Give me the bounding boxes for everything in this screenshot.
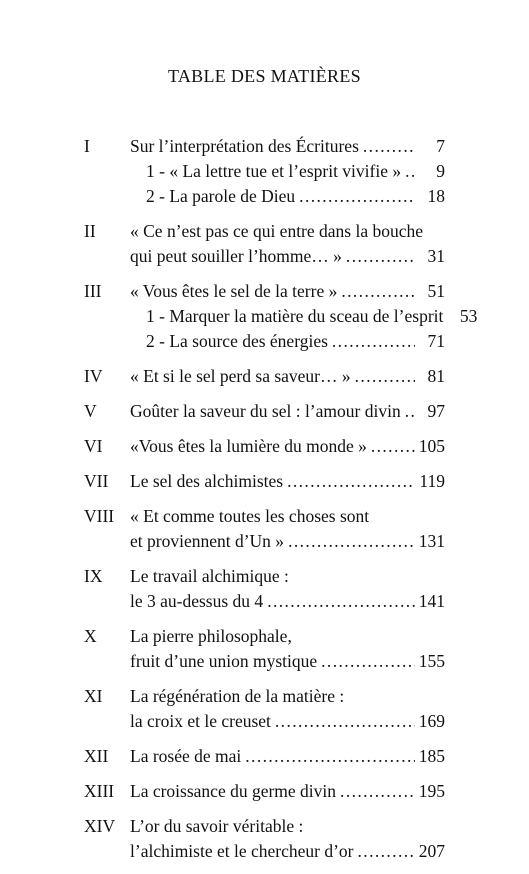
toc-chapter bbox=[0, 434, 529, 459]
toc-chapter bbox=[0, 219, 529, 269]
entry-title: « Et si le sel perd sa saveur… » bbox=[130, 366, 351, 386]
toc-entry-line bbox=[0, 684, 529, 709]
dot-leader bbox=[321, 649, 415, 674]
toc-entry-line bbox=[0, 219, 529, 244]
page-number: 81 bbox=[427, 366, 445, 386]
toc-entry bbox=[130, 504, 369, 529]
chapter-number: VI bbox=[84, 436, 103, 456]
entry-title: 1 - « La lettre tue et l’esprit vivifie » bbox=[146, 161, 402, 181]
chapter-number: XIV bbox=[84, 816, 116, 836]
toc-entry-line bbox=[0, 244, 529, 269]
chapter-number: V bbox=[84, 401, 97, 421]
toc-chapter bbox=[0, 134, 529, 209]
toc-entry bbox=[130, 279, 445, 304]
toc-entry bbox=[130, 364, 445, 389]
entry-title: Le travail alchimique : bbox=[130, 566, 289, 586]
entry-title: et proviennent d’Un » bbox=[130, 531, 285, 551]
dot-leader bbox=[245, 744, 414, 769]
page-number: 141 bbox=[418, 591, 445, 611]
page-number: 97 bbox=[427, 401, 445, 421]
toc-subsection-line bbox=[0, 304, 529, 329]
toc-entry-line bbox=[0, 399, 529, 424]
table-of-contents bbox=[0, 134, 529, 874]
dot-leader bbox=[405, 399, 415, 424]
toc-entry bbox=[130, 709, 445, 734]
toc-entry-line bbox=[0, 564, 529, 589]
page-number: 71 bbox=[427, 331, 445, 351]
entry-title: « Vous êtes le sel de la terre » bbox=[130, 281, 338, 301]
dot-leader bbox=[332, 329, 415, 354]
chapter-number: XIII bbox=[84, 781, 115, 801]
chapter-number: VII bbox=[84, 471, 109, 491]
entry-title: « Ce n’est pas ce qui entre dans la bouche bbox=[130, 221, 424, 241]
toc-entry-line bbox=[0, 779, 529, 804]
toc-entry-line bbox=[0, 839, 529, 864]
toc-entry bbox=[130, 244, 445, 269]
chapter-number: X bbox=[84, 626, 97, 646]
entry-title: le 3 au-dessus du 4 bbox=[130, 591, 264, 611]
dot-leader bbox=[346, 244, 415, 269]
toc-entry-line bbox=[0, 624, 529, 649]
dot-leader bbox=[371, 434, 415, 459]
toc-entry-line bbox=[0, 709, 529, 734]
toc-entry-line bbox=[0, 529, 529, 554]
toc-entry bbox=[130, 529, 445, 554]
entry-title: qui peut souiller l’homme… » bbox=[130, 246, 342, 266]
chapter-number: III bbox=[84, 281, 102, 301]
page-number: 31 bbox=[427, 246, 445, 266]
toc-chapter bbox=[0, 624, 529, 674]
toc-entry bbox=[130, 814, 303, 839]
chapter-number: I bbox=[84, 136, 90, 156]
toc-entry bbox=[130, 134, 445, 159]
toc-entry bbox=[130, 839, 445, 864]
chapter-number: XII bbox=[84, 746, 109, 766]
dot-leader bbox=[275, 709, 415, 734]
chapter-number: IX bbox=[84, 566, 103, 586]
page-number: 169 bbox=[418, 711, 445, 731]
chapter-number: IV bbox=[84, 366, 103, 386]
toc-entry bbox=[146, 159, 445, 184]
entry-title: La pierre philosophale, bbox=[130, 626, 292, 646]
entry-title: La régénération de la matière : bbox=[130, 686, 345, 706]
entry-title: « Et comme toutes les choses sont bbox=[130, 506, 370, 526]
entry-title: la croix et le creuset bbox=[130, 711, 271, 731]
toc-chapter bbox=[0, 469, 529, 494]
toc-entry bbox=[130, 589, 445, 614]
page-title: TABLE DES MATIÈRES bbox=[168, 66, 361, 86]
entry-title: Sur l’interprétation des Écritures bbox=[130, 136, 359, 156]
entry-title: L’or du savoir véritable : bbox=[130, 816, 304, 836]
toc-entry bbox=[146, 304, 478, 329]
chapter-number: II bbox=[84, 221, 96, 241]
toc-chapter bbox=[0, 364, 529, 389]
page-number: 53 bbox=[459, 306, 478, 326]
toc-entry bbox=[130, 779, 445, 804]
toc-chapter bbox=[0, 504, 529, 554]
toc-entry bbox=[146, 329, 445, 354]
page-number: 9 bbox=[436, 161, 445, 181]
toc-entry-line bbox=[0, 434, 529, 459]
toc-subsection-line bbox=[0, 329, 529, 354]
chapter-number: VIII bbox=[84, 506, 115, 526]
toc-entry bbox=[130, 564, 289, 589]
dot-leader bbox=[358, 839, 415, 864]
entry-title: La croissance du germe divin bbox=[130, 781, 337, 801]
toc-entry bbox=[130, 399, 445, 424]
toc-entry-line bbox=[0, 504, 529, 529]
toc-entry-line bbox=[0, 744, 529, 769]
toc-subsection-line bbox=[0, 184, 529, 209]
toc-entry bbox=[146, 184, 445, 209]
toc-entry bbox=[130, 624, 292, 649]
dot-leader bbox=[267, 589, 415, 614]
dot-leader bbox=[341, 279, 415, 304]
dot-leader bbox=[405, 159, 415, 184]
entry-title: La rosée de mai bbox=[130, 746, 242, 766]
dot-leader bbox=[355, 364, 415, 389]
toc-entry-line bbox=[0, 814, 529, 839]
dot-leader bbox=[363, 134, 415, 159]
page-number: 18 bbox=[427, 186, 445, 206]
page-number: 131 bbox=[418, 531, 445, 551]
toc-entry-line bbox=[0, 589, 529, 614]
entry-title: 1 - Marquer la matière du sceau de l’esprit bbox=[146, 306, 444, 326]
entry-title: «Vous êtes la lumière du monde » bbox=[130, 436, 367, 456]
entry-title: l’alchimiste et le chercheur d’or bbox=[130, 841, 354, 861]
toc-entry-line bbox=[0, 469, 529, 494]
toc-chapter bbox=[0, 684, 529, 734]
page-number: 105 bbox=[418, 436, 445, 456]
entry-title: 2 - La source des énergies bbox=[146, 331, 328, 351]
dot-leader bbox=[299, 184, 415, 209]
entry-title: fruit d’une union mystique bbox=[130, 651, 318, 671]
toc-entry bbox=[130, 744, 445, 769]
dot-leader bbox=[287, 469, 415, 494]
toc-entry-line bbox=[0, 364, 529, 389]
toc-entry bbox=[130, 469, 445, 494]
toc-subsection-line bbox=[0, 159, 529, 184]
toc-chapter bbox=[0, 564, 529, 614]
dot-leader bbox=[340, 779, 415, 804]
page-number: 195 bbox=[418, 781, 445, 801]
toc-chapter bbox=[0, 744, 529, 769]
entry-title: Goûter la saveur du sel : l’amour divin bbox=[130, 401, 401, 421]
entry-title: Le sel des alchimistes bbox=[130, 471, 284, 491]
dot-leader bbox=[288, 529, 415, 554]
toc-chapter bbox=[0, 279, 529, 354]
toc-entry bbox=[130, 649, 445, 674]
entry-title: 2 - La parole de Dieu bbox=[146, 186, 296, 206]
page-number: 51 bbox=[427, 281, 445, 301]
page-number: 7 bbox=[436, 136, 445, 156]
page-number: 155 bbox=[418, 651, 445, 671]
page-number: 185 bbox=[418, 746, 445, 766]
page-number: 119 bbox=[419, 471, 445, 491]
toc-chapter bbox=[0, 399, 529, 424]
chapter-number: XI bbox=[84, 686, 103, 706]
toc-entry-line bbox=[0, 279, 529, 304]
toc-entry bbox=[130, 684, 344, 709]
toc-entry bbox=[130, 434, 445, 459]
page-number: 207 bbox=[418, 841, 445, 861]
toc-entry-line bbox=[0, 134, 529, 159]
toc-entry bbox=[130, 219, 423, 244]
toc-chapter bbox=[0, 779, 529, 804]
toc-entry-line bbox=[0, 649, 529, 674]
toc-chapter bbox=[0, 814, 529, 864]
